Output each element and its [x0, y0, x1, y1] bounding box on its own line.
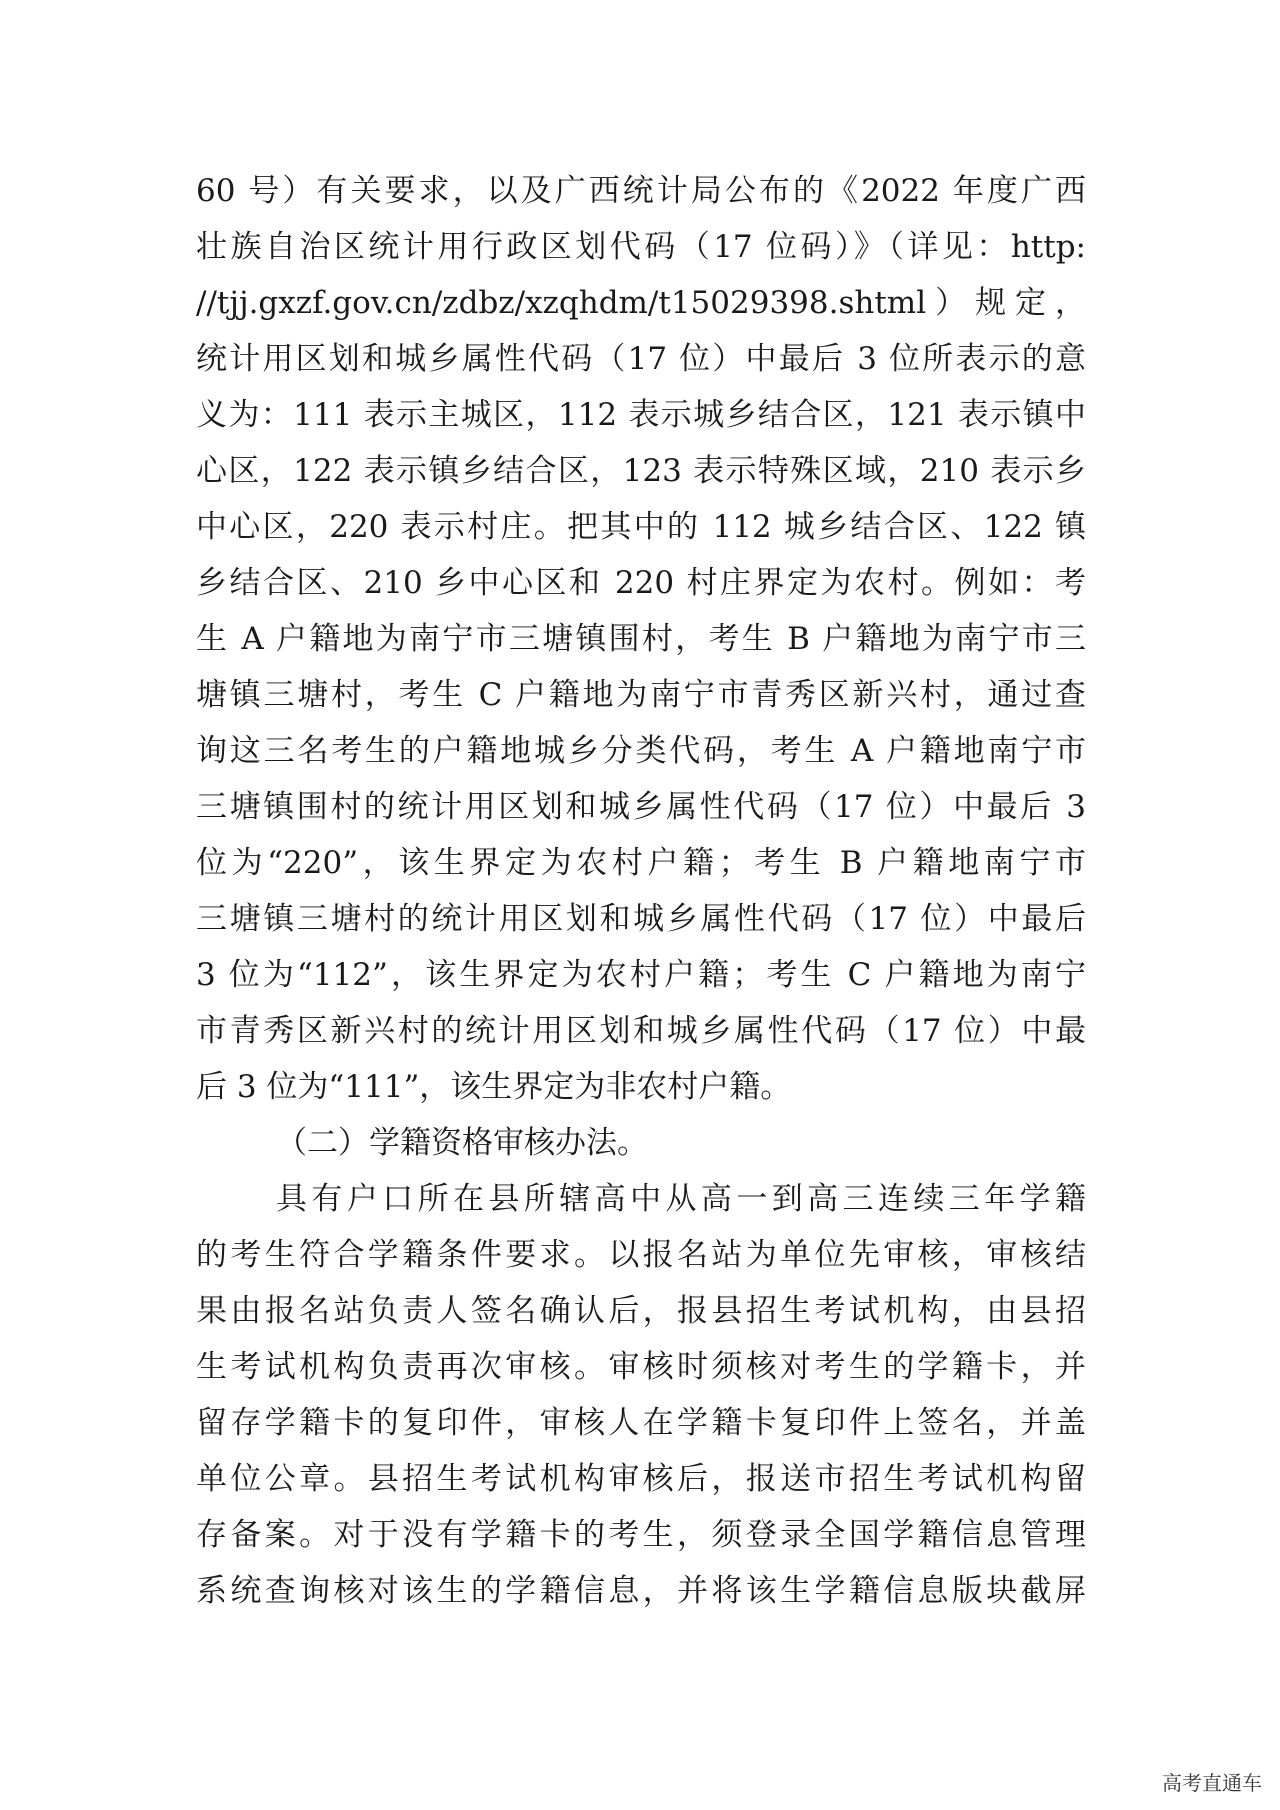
section-heading: （二）学籍资格审核办法。 — [276, 1125, 648, 1161]
text-line: 单位公章。县招生考试机构审核后，报送市招生考试机构留 — [196, 1461, 1086, 1497]
text-line: //tjj.gxzf.gov.cn/zdbz/xzqhdm/t15029398.shtml）规定， — [196, 285, 1086, 321]
watermark: 高考直通车 — [1162, 1771, 1262, 1795]
text-line: 塘镇三塘村，考生 C 户籍地为南宁市青秀区新兴村，通过查 — [196, 677, 1086, 713]
text-line: 存备案。对于没有学籍卡的考生，须登录全国学籍信息管理 — [196, 1517, 1086, 1553]
text-line: 统计用区划和城乡属性代码（17 位）中最后 3 位所表示的意 — [196, 341, 1086, 377]
text-line: 生 A 户籍地为南宁市三塘镇围村，考生 B 户籍地为南宁市三 — [196, 621, 1086, 657]
text-line: 三塘镇三塘村的统计用区划和城乡属性代码（17 位）中最后 — [196, 901, 1086, 937]
text-line: 义为：111 表示主城区，112 表示城乡结合区，121 表示镇中 — [196, 397, 1086, 433]
text-line: 生考试机构负责再次审核。审核时须核对考生的学籍卡，并 — [196, 1349, 1086, 1385]
text-line: 具有户口所在县所辖高中从高一到高三连续三年学籍 — [276, 1181, 1086, 1217]
paragraph-student-status — [196, 1171, 1086, 1619]
text-line: 系统查询核对该生的学籍信息，并将该生学籍信息版块截屏 — [196, 1573, 1086, 1609]
text-line: 后 3 位为“111”，该生界定为非农村户籍。 — [196, 1069, 792, 1105]
text-line: 乡结合区、210 乡中心区和 220 村庄界定为农村。例如：考 — [196, 565, 1086, 601]
text-line: 60 号）有关要求，以及广西统计局公布的《2022 年度广西 — [196, 173, 1086, 209]
text-line: 市青秀区新兴村的统计用区划和城乡属性代码（17 位）中最 — [196, 1013, 1086, 1049]
paragraph-household-registration — [196, 163, 1086, 1619]
text-line: 壮族自治区统计用行政区划代码（17 位码）》（详见：http: — [196, 229, 1086, 265]
text-line: 中心区，220 表示村庄。把其中的 112 城乡结合区、122 镇 — [196, 509, 1086, 545]
text-line: 的考生符合学籍条件要求。以报名站为单位先审核，审核结 — [196, 1237, 1086, 1273]
text-line: 询这三名考生的户籍地城乡分类代码，考生 A 户籍地南宁市 — [196, 733, 1086, 769]
text-line: 果由报名站负责人签名确认后，报县招生考试机构，由县招 — [196, 1293, 1086, 1329]
text-line: 三塘镇围村的统计用区划和城乡属性代码（17 位）中最后 3 — [196, 789, 1086, 825]
text-line: 3 位为“112”，该生界定为农村户籍；考生 C 户籍地为南宁 — [196, 957, 1086, 993]
text-line: 位为“220”，该生界定为农村户籍；考生 B 户籍地南宁市 — [196, 845, 1086, 881]
text-line: 留存学籍卡的复印件，审核人在学籍卡复印件上签名，并盖 — [196, 1405, 1086, 1441]
text-line: 心区，122 表示镇乡结合区，123 表示特殊区域，210 表示乡 — [196, 453, 1086, 489]
